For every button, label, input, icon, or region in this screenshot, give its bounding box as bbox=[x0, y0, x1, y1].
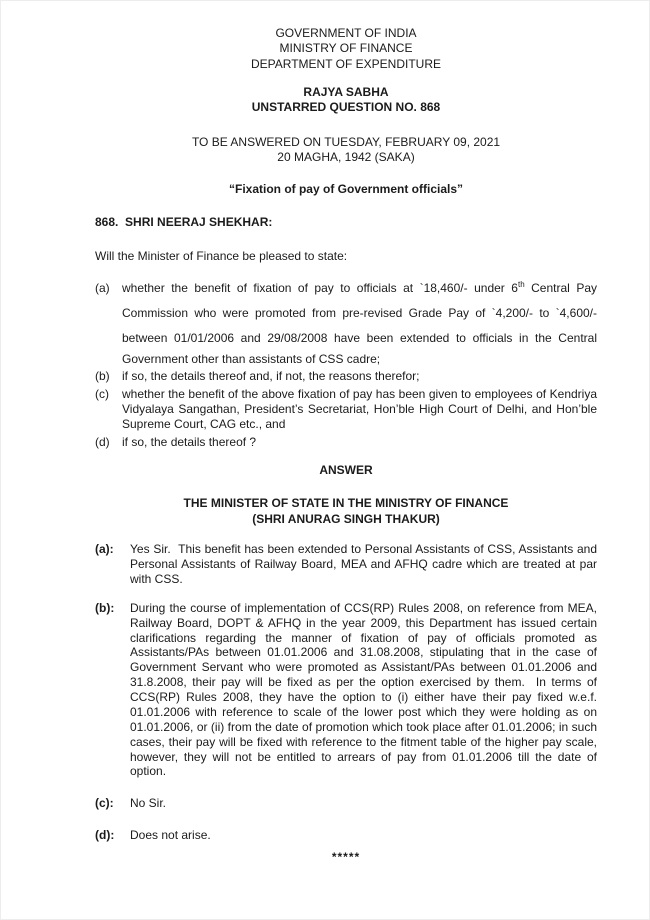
question-list bbox=[95, 276, 597, 450]
member-name: 868. SHRI NEERAJ SHEKHAR: bbox=[95, 214, 273, 229]
answer-date-saka: 20 MAGHA, 1942 (SAKA) bbox=[277, 150, 415, 165]
question-a-text-part1: whether the benefit of fixation of pay to officials at `18,460/- under 6 bbox=[122, 280, 518, 295]
answer-b-label: (b): bbox=[95, 600, 115, 615]
ordinal-suffix: th bbox=[517, 279, 525, 289]
question-a-spaced-part bbox=[122, 281, 597, 346]
minister-title: THE MINISTER OF STATE IN THE MINISTRY OF FINANCE bbox=[183, 496, 509, 511]
answer-a-text: Yes Sir. This benefit has been extended to Personal Assistants of CSS, Assistants and Personal Assistants of Railway Board, MEA and AFHQ cadre which are treated at par with CSS. bbox=[130, 542, 597, 586]
answer-item-b bbox=[95, 601, 597, 780]
question-b-text: if so, the details thereof and, if not, the reasons therefor; bbox=[122, 369, 420, 384]
minister-name: (SHRI ANURAG SINGH THAKUR) bbox=[252, 511, 440, 526]
question-intro: Will the Minister of Finance be pleased to state: bbox=[95, 249, 348, 264]
question-item-d bbox=[95, 435, 597, 450]
answer-a-label: (a): bbox=[95, 542, 114, 557]
answer-item-a bbox=[95, 542, 597, 587]
question-item-c bbox=[95, 387, 597, 433]
ministry-name: MINISTRY OF FINANCE bbox=[279, 41, 413, 56]
government-header bbox=[95, 26, 597, 72]
answer-date-gregorian: TO BE ANSWERED ON TUESDAY, FEBRUARY 09, 2021 bbox=[191, 134, 501, 149]
answer-item-d bbox=[95, 828, 597, 843]
house-name: RAJYA SABHA bbox=[303, 85, 389, 100]
question-a-text-end: the Central Government other than assistants of CSS cadre; bbox=[122, 331, 597, 366]
question-a-label: (a) bbox=[95, 280, 110, 295]
government-name: GOVERNMENT OF INDIA bbox=[275, 26, 417, 40]
department-name: DEPARTMENT OF EXPENDITURE bbox=[250, 56, 442, 71]
question-d-text: if so, the details thereof ? bbox=[122, 434, 257, 449]
answer-date-block bbox=[95, 135, 597, 166]
answer-b-text: During the course of implementation of CCS(RP) Rules 2008, on reference from MEA, Railway Board, DOPT & AFHQ in the year 2009, this Department has issued certain clarifications regarding the manner of fixation of pay of officials promoted as Assistants/PAs between 01.01.2006 and 31.08.2008, stipulating that in the case of Government Servant who were promoted as Assistant/PAs between 01.01.2006 and 31.8.2008, their pay will be fixed as per the option exercised by them. In terms of CCS(RP) Rules 2008, they have the option to (i) either have their pay fixed w.e.f. 01.01.2006 with reference to scale of the lower post which they were holding as on 01.01.2006, or (ii) from the date of promotion which took place after 01.01.2006; in such cases, their pay will be fixed with reference to the fitment table of the higher pay scale, however, they will not be entitled to arrears of pay from 01.01.2006 till the date of option. bbox=[130, 600, 597, 779]
question-number: UNSTARRED QUESTION NO. 868 bbox=[251, 100, 441, 115]
question-b-label: (b) bbox=[95, 369, 110, 384]
house-block bbox=[95, 85, 597, 116]
question-item-a bbox=[95, 276, 597, 368]
minister-block bbox=[95, 496, 597, 527]
answer-c-text: No Sir. bbox=[130, 796, 167, 811]
answer-d-text: Does not arise. bbox=[130, 827, 211, 842]
question-c-label: (c) bbox=[95, 386, 109, 401]
question-c-text: whether the benefit of the above fixation of pay has been given to employees of Kendriya Vidyalaya Sangathan, President’s Secretariat, Hon’ble High Court of Delhi, and Hon’ble Supreme Court, CAG etc., and bbox=[122, 386, 597, 432]
question-a-text bbox=[122, 276, 597, 368]
subject-title: “Fixation of pay of Government officials” bbox=[228, 181, 464, 196]
answer-c-label: (c): bbox=[95, 796, 114, 811]
answer-d-label: (d): bbox=[95, 827, 115, 842]
question-item-b bbox=[95, 369, 597, 384]
question-d-label: (d) bbox=[95, 434, 110, 449]
footer-stars: ***** bbox=[331, 849, 361, 864]
question-a-text-part2: Central Pay Commission who were promoted from pre-revised Grade Pay of `4,200/- to `4,600/- between 01/01/2006 and 29/08/2008 have been extended to officials in bbox=[122, 280, 597, 346]
answer-item-c bbox=[95, 796, 597, 811]
answer-heading: ANSWER bbox=[319, 463, 373, 478]
